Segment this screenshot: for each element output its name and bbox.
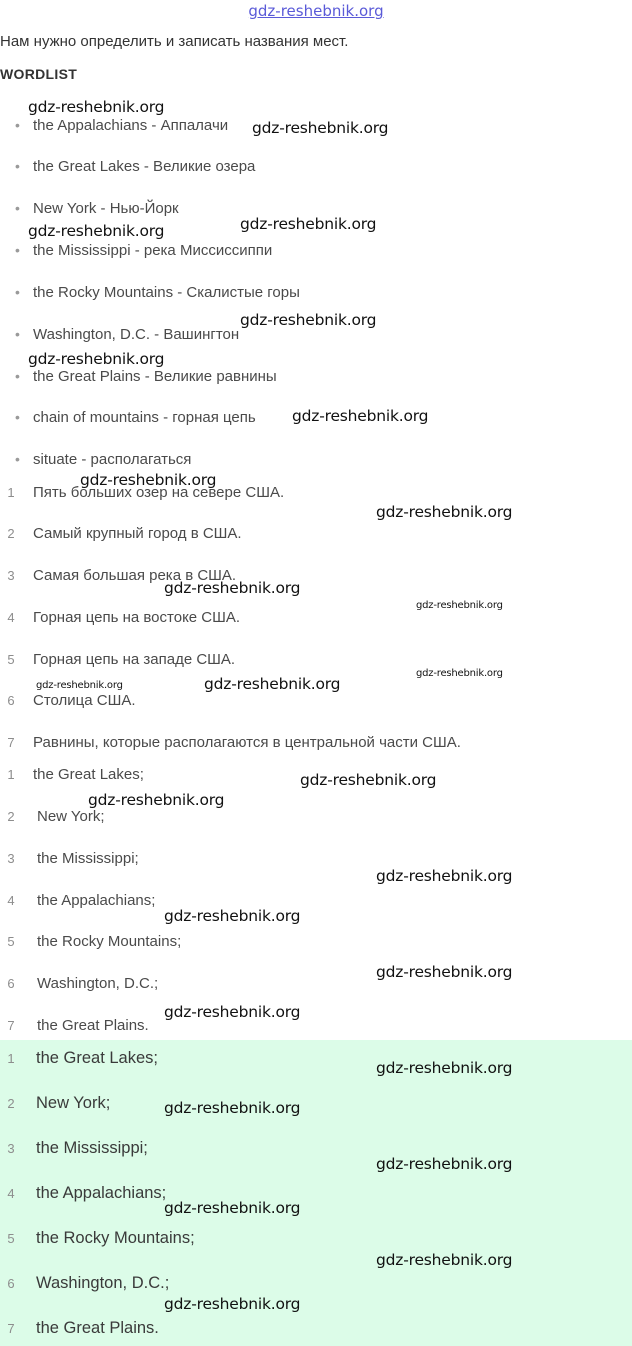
wordlist-title: WORDLIST (0, 66, 78, 82)
watermark: gdz-reshebnik.org (204, 675, 341, 693)
watermark: gdz-reshebnik.org (376, 1251, 513, 1269)
watermark: gdz-reshebnik.org (164, 1099, 301, 1117)
bullet-icon: • (15, 158, 20, 174)
watermark: gdz-reshebnik.org (240, 311, 377, 329)
watermark: gdz-reshebnik.org (28, 98, 165, 116)
watermark: gdz-reshebnik.org (164, 907, 301, 925)
bullet-icon: • (15, 117, 20, 133)
watermark: gdz-reshebnik.org (376, 1155, 513, 1173)
watermark: gdz-reshebnik.org (28, 222, 165, 240)
watermark: gdz-reshebnik.org (164, 1003, 301, 1021)
watermark: gdz-reshebnik.org (376, 867, 513, 885)
watermark: gdz-reshebnik.org (88, 791, 225, 809)
bullet-icon: • (15, 284, 20, 300)
watermark: gdz-reshebnik.org (292, 407, 429, 425)
watermark: gdz-reshebnik.org (80, 471, 217, 489)
watermark: gdz-reshebnik.org (376, 963, 513, 981)
watermark: gdz-reshebnik.org (36, 680, 123, 691)
answer-box: 1 the Great Lakes; 2 New York; 3 the Mississippi; 4 the Appalachians; 5 the Rocky Mountains; 6 Washington, D.C.; 7 the Great Plains. (0, 1040, 632, 1346)
intro-text: Нам нужно определить и записать названия мест. (0, 33, 349, 50)
watermark: gdz-reshebnik.org (164, 1199, 301, 1217)
bullet-icon: • (15, 409, 20, 425)
watermark: gdz-reshebnik.org (376, 503, 513, 521)
watermark: gdz-reshebnik.org (300, 771, 437, 789)
watermark: gdz-reshebnik.org (376, 1059, 513, 1077)
watermark: gdz-reshebnik.org (240, 215, 377, 233)
watermark: gdz-reshebnik.org (164, 579, 301, 597)
watermark: gdz-reshebnik.org (164, 1295, 301, 1313)
bullet-icon: • (15, 242, 20, 258)
watermark: gdz-reshebnik.org (252, 119, 389, 137)
watermark: gdz-reshebnik.org (416, 668, 503, 679)
bullet-icon: • (15, 326, 20, 342)
bullet-icon: • (15, 368, 20, 384)
site-link[interactable]: gdz-reshebnik.org (248, 2, 384, 20)
watermark: gdz-reshebnik.org (416, 600, 503, 611)
watermark: gdz-reshebnik.org (28, 350, 165, 368)
bullet-icon: • (15, 451, 20, 467)
bullet-icon: • (15, 200, 20, 216)
